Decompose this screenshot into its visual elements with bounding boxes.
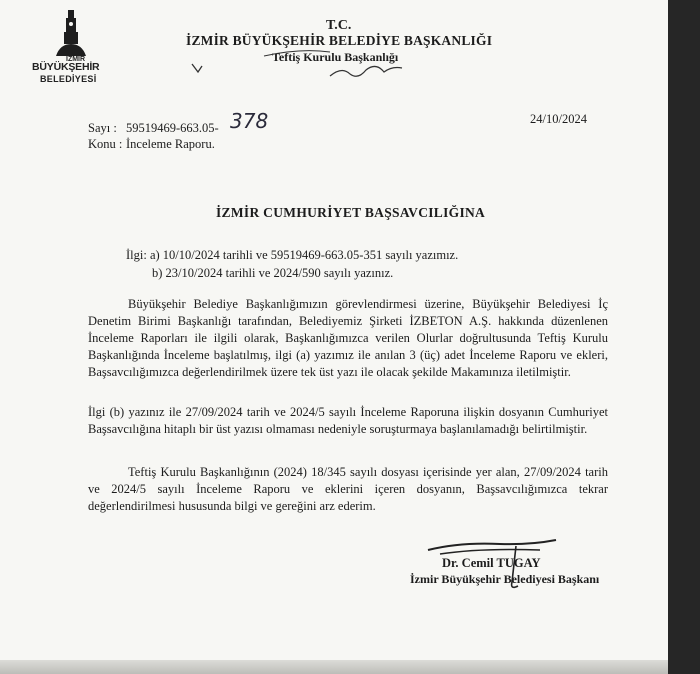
signer-name: Dr. Cemil TUGAY [442, 556, 541, 570]
body-paragraph-2: İlgi (b) yazınız ile 27/09/2024 tarih ve 2024/5 sayılı İnceleme Raporuna ilişkin dosyanın Cumhuriyet Başsavcılığına hitaplı bir üst yazısı olmaması nedeniyle soruşturmaya başlanılamadığı belirtilmiştir. [88, 405, 608, 436]
sayi-handwritten-number: 378 [230, 109, 269, 133]
konu-value: İnceleme Raporu. [126, 137, 215, 151]
scan-dark-edge [668, 0, 700, 674]
page-bottom-shadow [0, 660, 668, 674]
tc-heading: T.C. [326, 18, 352, 33]
municipality-logo [26, 8, 116, 88]
logo-line2: BELEDİYESİ [40, 74, 97, 84]
reference-line-b: b) 23/10/2024 tarihli ve 2024/590 sayılı yazınız. [152, 266, 394, 280]
body-paragraph-1: Büyükşehir Belediye Başkanlığımızın görevlendirmesi üzerine, Büyükşehir Belediyesi İç Denetim Birimi Başkanlığı tarafından, Belediyemiz Şirketi İZBETON A.Ş. hakkında düzenlenen İnceleme Raporları ile ilgili olarak, Başkanlığımızca verilen Olurlar doğrultusunda Teftiş Kurulu Başkanlığında İnceleme başlatılmış, ilgi (a) yazımız ile anılan 3 (üç) adet İnceleme Raporu ve ekleri, Başsavcılığımızca değerlendirilmek üzere tek üst yazı ile olacak şekilde Makamınıza iletilmiştir. [88, 297, 608, 379]
body-paragraph-3: Teftiş Kurulu Başkanlığının (2024) 18/345 sayılı dosyası içerisinde yer alan, 27/09/2024 tarih ve 2024/5 sayılı İnceleme Raporu ve eklerini içeren dosyanın, Başsavcılığımızca tekrar değerlendirilmesi hususunda bilgi ve gereğini arz ederim. [88, 465, 608, 513]
sayi-value: 59519469-663.05- [126, 121, 219, 135]
logo-city-text: İZMİR [66, 56, 86, 63]
recipient-heading: İZMİR CUMHURİYET BAŞSAVCILIĞINA [216, 205, 486, 220]
handwritten-scribble [180, 36, 420, 86]
sayi-label: Sayı : [88, 121, 117, 135]
signer-title: İzmir Büyükşehir Belediyesi Başkanı [410, 572, 600, 586]
logo-line1: BÜYÜKŞEHİR [32, 61, 100, 73]
document-date: 24/10/2024 [530, 112, 587, 126]
clock-tower-icon [54, 8, 88, 58]
konu-label: Konu : [88, 137, 123, 151]
department-heading: Teftiş Kurulu Başkanlığı [272, 50, 399, 64]
reference-line-a: İlgi: a) 10/10/2024 tarihli ve 59519469-663.05-351 sayılı yazımız. [126, 248, 459, 262]
organization-heading: İZMİR BÜYÜKŞEHİR BELEDİYE BAŞKANLIĞI [186, 33, 493, 48]
